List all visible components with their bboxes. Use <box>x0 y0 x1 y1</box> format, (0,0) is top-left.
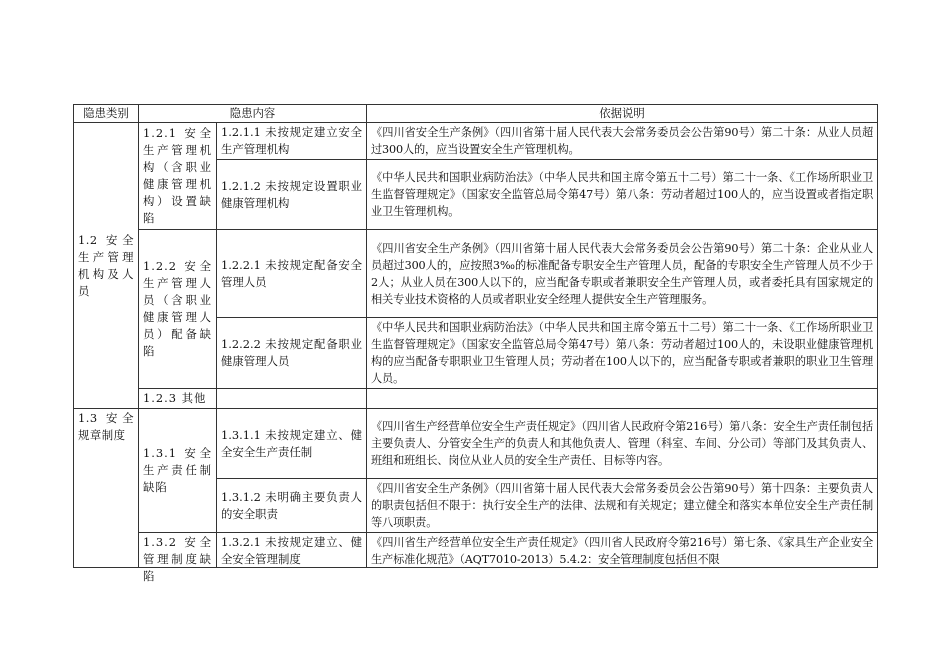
table-header-row <box>74 105 878 123</box>
subcategory-cell: 1.2.3 其他 <box>139 389 217 409</box>
item-cell: 1.3.1.2 未明确主要负责人的安全职责 <box>217 479 367 533</box>
hazard-table <box>73 104 878 583</box>
basis-cell: 《四川省安全生产条例》（四川省第十届人民代表大会常务委员会公告第90号）第十四条：主要负责人的职责包括但不限于：执行安全生产的法律、法规和有关规定；建立健全和落实本单位安全生产责任制等八项职责。 <box>367 479 878 533</box>
subcategory-cell: 1.2.2 安全生产管理人员（含职业健康管理人员）配备缺陷 <box>139 230 217 389</box>
category-cell: 1.2 安全生产管理机构及人员 <box>74 123 139 409</box>
item-cell: 1.2.1.2 未按规定设置职业健康管理机构 <box>217 160 367 230</box>
item-cell: 1.2.2.1 未按规定配备安全管理人员 <box>217 230 367 318</box>
basis-text: 《四川省生产经营单位安全生产责任规定》（四川省人民政府令第216号）第七条、《家具生产企业安全生产标准化规范》（AQT7010-2013）5.4.2：安全管理制度包括但不限 <box>371 536 874 566</box>
basis-cell: 《四川省安全生产条例》（四川省第十届人民代表大会常务委员会公告第90号）第二十条：从业人员超过300人的，应当设置安全生产管理机构。 <box>367 123 878 160</box>
table-row <box>74 533 878 568</box>
item-label: 1.3.2.1 未按规定建立、健全安全管理制度 <box>221 535 363 566</box>
header-content: 隐患内容 <box>139 105 367 123</box>
category-cell: 1.3 安全规章制度 <box>74 409 139 568</box>
header-basis: 依据说明 <box>367 105 878 123</box>
basis-cell: 《四川省生产经营单位安全生产责任规定》（四川省人民政府令第216号）第八条：安全生产责任制包括主要负责人、分管安全生产的负责人和其他负责人、管理（科室、车间、分公司）等部门及其负责人、班组和班组长、岗位从业人员的安全生产责任、目标等内容。 <box>367 409 878 479</box>
subcategory-label: 1.3.2 安全管理制度缺陷 <box>143 535 212 583</box>
subcategory-cell: 1.3.1 安全生产责任制缺陷 <box>139 409 217 533</box>
header-category: 隐患类别 <box>74 105 139 123</box>
item-cell <box>217 389 367 409</box>
basis-cell <box>367 389 878 409</box>
item-cell: 1.2.2.2 未按规定配备职业健康管理人员 <box>217 318 367 389</box>
item-cell: 1.3.1.1 未按规定建立、健全安全生产责任制 <box>217 409 367 479</box>
basis-cell: 《中华人民共和国职业病防治法》（中华人民共和国主席令第五十二号）第二十一条、《工作场所职业卫生监督管理规定》（国家安全监管总局令第47号）第八条：劳动者超过100人的，未设职业健康管理机构的应当配备专职职业卫生管理人员；劳动者在100人以下的，应当配备专职或者兼职的职业卫生管理人员。 <box>367 318 878 389</box>
basis-cell: 《中华人民共和国职业病防治法》（中华人民共和国主席令第五十二号）第二十一条、《工作场所职业卫生监督管理规定》（国家安全监管总局令第47号）第八条：劳动者超过100人的，应当设置或者指定职业卫生管理机构。 <box>367 160 878 230</box>
table-row <box>74 389 878 409</box>
table-row <box>74 409 878 479</box>
basis-cell <box>367 533 878 568</box>
item-cell <box>217 533 367 568</box>
table-row <box>74 230 878 318</box>
basis-cell: 《四川省安全生产条例》（四川省第十届人民代表大会常务委员会公告第90号）第二十条：企业从业人员超过300人的，应按照3‰的标准配备专职安全生产管理人员，配备的专职安全生产管理人员不少于2人；从业人员在300人以下的，应当配备专职或者兼职安全生产管理人员，或者委托具有国家规定的相关专业技术资格的人员或者职业安全经理人提供安全生产管理服务。 <box>367 230 878 318</box>
subcategory-cell <box>139 533 217 583</box>
table-row <box>74 123 878 160</box>
item-cell: 1.2.1.1 未按规定建立安全生产管理机构 <box>217 123 367 160</box>
subcategory-cell: 1.2.1 安全生产管理机构（含职业健康管理机构）设置缺陷 <box>139 123 217 230</box>
